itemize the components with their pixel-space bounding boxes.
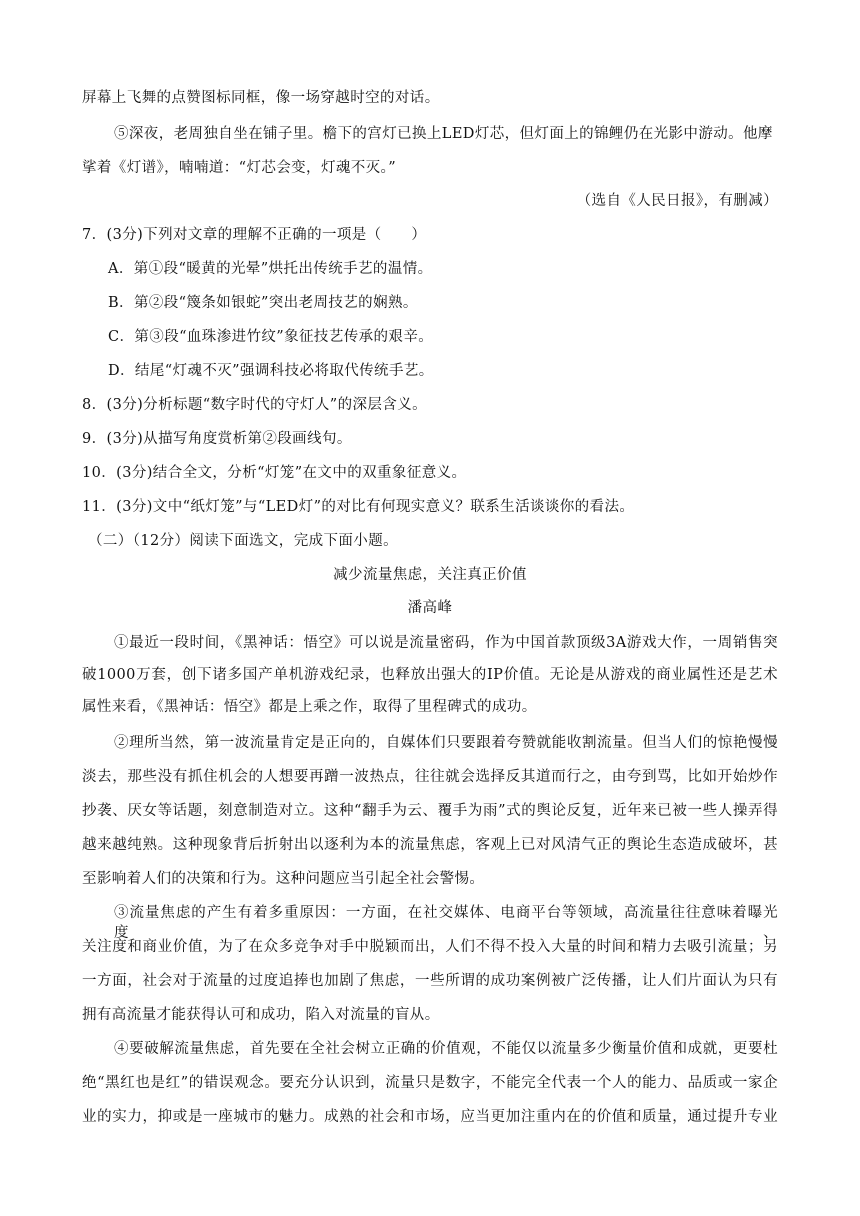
story-para5-line1: ⑤深夜，老周独自坐在铺子里。檐下的宫灯已换上LED灯芯，但灯面上的锦鲤仍在光影中游动。他摩 [114,126,773,142]
question-11: 11．(3分)文中“纸灯笼”与“LED灯”的对比有何现实意义？联系生活谈谈你的看法。 [82,499,635,515]
question-7-option-b: B．第②段“篾条如银蛇”突出老周技艺的娴熟。 [108,295,418,311]
section2-heading: （二）（12分）阅读下面选文，完成下面小题。 [88,533,398,549]
article-line: 拥有高流量才能获得认可和成功，陷入对流量的盲从。 [82,1007,440,1023]
article-line: 淡去，那些没有抓住机会的人想要再蹭一波热点，往往就会选择反其道而行之，由夸到骂，比如开始炒作 [82,769,778,785]
article-line: 至影响着人们的决策和行为。这种问题应当引起全社会警惕。 [82,871,485,887]
story-para5-line2: 挲着《灯谱》，喃喃道：“灯芯会变，灯魂不灭。” [82,160,397,176]
article-line: 一方面，社会对于流量的过度追捧也加剧了焦虑，一些所谓的成功案例被广泛传播，让人们片面认为只有 [82,973,778,989]
article-line: 关注度和商业价值，为了在众多竞争对手中脱颖而出，人们不得不投入大量的时间和精力去吸引流量；另 [82,939,778,955]
question-7-stem: 7．(3分)下列对文章的理解不正确的一项是（ ） [82,227,427,243]
question-7-option-a: A．第①段“暖黄的光晕”烘托出传统手艺的温情。 [108,261,433,277]
article-line: ①最近一段时间，《黑神话：悟空》可以说是流量密码，作为中国首款顶级3A游戏大作，一周销售突 [114,635,778,651]
question-10: 10．(3分)结合全文，分析“灯笼”在文中的双重象征意义。 [82,465,467,481]
article-line: ③流量焦虑的产生有着多重原因：一方面，在社交媒体、电商平台等领域，高流量往往意味着曝光度、 [114,905,778,941]
story-source: （选自《人民日报》，有删减） [576,193,778,209]
article-title: 减少流量焦虑，关注真正价值 [333,567,527,583]
article-line: 破1000万套，创下诸多国产单机游戏纪录，也释放出强大的IP价值。无论是从游戏的商业属性还是艺术 [82,667,778,683]
question-7-option-c: C．第③段“血珠渗进竹纹”象征技艺传承的艰辛。 [108,329,434,345]
question-7-option-d: D．结尾“灯魂不灭”强调科技必将取代传统手艺。 [108,363,434,379]
article-line: 属性来看，《黑神话：悟空》都是上乘之作，取得了里程碑式的成功。 [82,699,537,715]
article-line: 越来越纯熟。这种现象背后折射出以逐利为本的流量焦虑，客观上已对风清气正的舆论生态造成破坏，甚 [82,837,778,853]
question-9: 9．(3分)从描写角度赏析第②段画线句。 [82,431,352,447]
story-para4-tail: 屏幕上飞舞的点赞图标同框，像一场穿越时空的对话。 [82,90,440,106]
article-line: ④要破解流量焦虑，首先要在全社会树立正确的价值观，不能仅以流量多少衡量价值和成就，更要杜 [114,1041,778,1057]
article-line: 抄袭、厌女等话题，刻意制造对立。这种“翻手为云、覆手为雨”式的舆论反复，近年来已被一些人操弄得 [82,803,778,819]
article-line: 绝“黑红也是红”的错误观念。要充分认识到，流量只是数字，不能完全代表一个人的能力、品质或一家企 [82,1075,778,1091]
article-line: ②理所当然，第一波流量肯定是正向的，自媒体们只要跟着夸赞就能收割流量。但当人们的惊艳慢慢 [114,735,778,751]
question-8: 8．(3分)分析标题“数字时代的守灯人”的深层含义。 [82,397,427,413]
article-line: 业的实力，抑或是一座城市的魅力。成熟的社会和市场，应当更加注重内在的价值和质量，通过提升专业 [82,1109,778,1125]
article-author: 潘高峰 [407,600,453,616]
